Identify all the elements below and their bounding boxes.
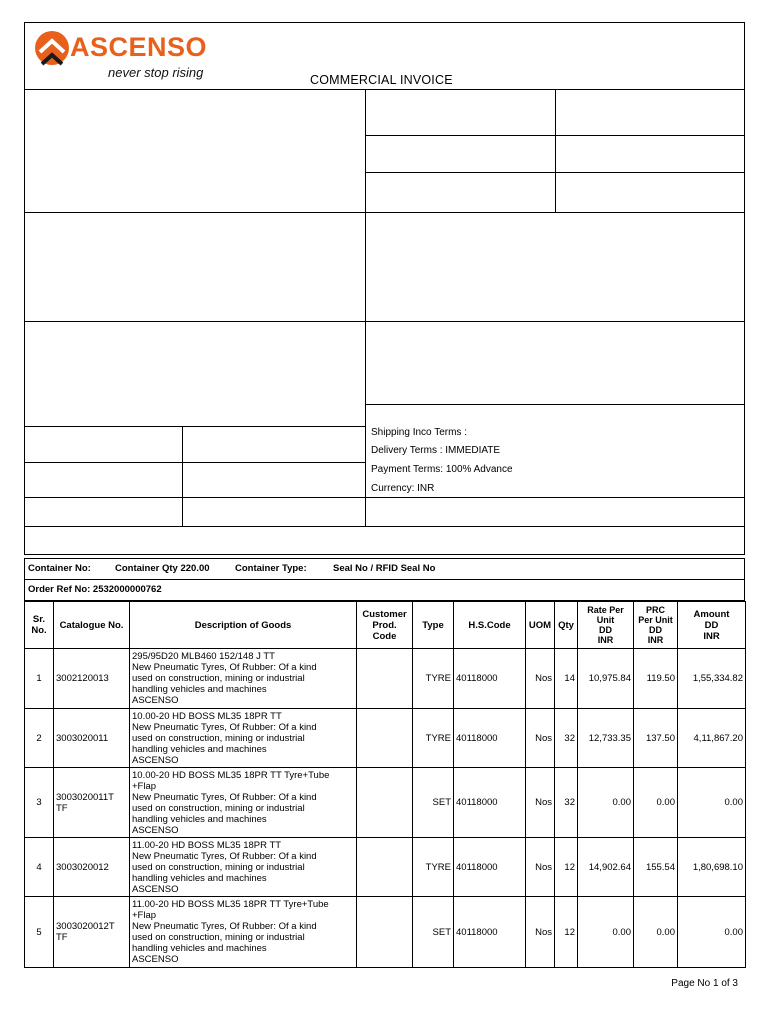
cell-uom: Nos <box>526 709 555 768</box>
cell-customer-code <box>357 897 413 968</box>
cell-prc: 119.50 <box>634 649 678 709</box>
order-ref-strip <box>24 579 745 601</box>
table-header-row <box>25 602 746 649</box>
cell-type: TYRE <box>413 838 454 897</box>
table-row <box>25 838 746 897</box>
col-rate: Rate Per Unit DD INR <box>578 602 634 649</box>
cell-type: TYRE <box>413 709 454 768</box>
order-ref-no: Order Ref No: 2532000000762 <box>28 584 162 595</box>
cell-hs-code: 40118000 <box>454 709 526 768</box>
col-type: Type <box>413 602 454 649</box>
cell-prc: 0.00 <box>634 897 678 968</box>
cell-sr: 1 <box>25 649 54 709</box>
table-row <box>25 897 746 968</box>
cell-description: 11.00-20 HD BOSS ML35 18PR TT Tyre+Tube +Flap New Pneumatic Tyres, Of Rubber: Of a kind used on construction, mining or industrial handling vehicles and machines ASCENSO <box>130 897 357 968</box>
cell-customer-code <box>357 709 413 768</box>
cell-hs-code: 40118000 <box>454 768 526 838</box>
cell-description: 11.00-20 HD BOSS ML35 18PR TT New Pneumatic Tyres, Of Rubber: Of a kind used on construction, mining or industrial handling vehicles and machines ASCENSO <box>130 838 357 897</box>
cell-catalogue: 3003020012T TF <box>54 897 130 968</box>
cell-uom: Nos <box>526 649 555 709</box>
cell-amount: 0.00 <box>678 897 746 968</box>
cell-hs-code: 40118000 <box>454 649 526 709</box>
origin-block <box>365 321 745 405</box>
col-catalogue-no: Catalogue No. <box>54 602 130 649</box>
cell-type: SET <box>413 897 454 968</box>
cell-customer-code <box>357 768 413 838</box>
col-qty: Qty <box>555 602 578 649</box>
cell-uom: Nos <box>526 768 555 838</box>
seal-no: Seal No / RFID Seal No <box>333 563 436 574</box>
cell-rate: 0.00 <box>578 768 634 838</box>
delivery-terms: Delivery Terms : IMMEDIATE <box>371 445 501 456</box>
empty-band <box>24 526 745 555</box>
cell-type: SET <box>413 768 454 838</box>
brand-name: ASCENSO <box>70 32 208 62</box>
cell-catalogue: 3002120013 <box>54 649 130 709</box>
document-title: COMMERCIAL INVOICE <box>310 73 453 87</box>
cell-amount: 0.00 <box>678 768 746 838</box>
cell-hs-code: 40118000 <box>454 897 526 968</box>
col-prc: PRC Per Unit DD INR <box>634 602 678 649</box>
cell-sr: 5 <box>25 897 54 968</box>
col-sr-no: Sr. No. <box>25 602 54 649</box>
table-row <box>25 768 746 838</box>
cell-prc: 155.54 <box>634 838 678 897</box>
cell-description: 10.00-20 HD BOSS ML35 18PR TT New Pneumatic Tyres, Of Rubber: Of a kind used on construction, mining or industrial handling vehicles and machines ASCENSO <box>130 709 357 768</box>
currency: Currency: INR <box>371 483 435 494</box>
logo-chevron-icon <box>30 28 74 72</box>
cell-catalogue: 3003020012 <box>54 838 130 897</box>
page-number: Page No 1 of 3 <box>671 978 738 989</box>
shipping-grid <box>24 426 366 527</box>
cell-uom: Nos <box>526 897 555 968</box>
cell-rate: 14,902.64 <box>578 838 634 897</box>
col-description: Description of Goods <box>130 602 357 649</box>
consignee-block <box>24 212 366 322</box>
items-table <box>24 601 746 968</box>
cell-qty: 12 <box>555 897 578 968</box>
container-qty: Container Qty 220.00 <box>115 563 210 574</box>
brand-tagline: never stop rising <box>108 65 204 80</box>
cell-description: 10.00-20 HD BOSS ML35 18PR TT Tyre+Tube +Flap New Pneumatic Tyres, Of Rubber: Of a kind used on construction, mining or industrial handling vehicles and machines ASCENSO <box>130 768 357 838</box>
shipping-inco-terms: Shipping Inco Terms : <box>371 427 467 438</box>
cell-rate: 10,975.84 <box>578 649 634 709</box>
cell-amount: 1,80,698.10 <box>678 838 746 897</box>
cell-rate: 12,733.35 <box>578 709 634 768</box>
cell-catalogue: 3003020011T TF <box>54 768 130 838</box>
table-row <box>25 709 746 768</box>
table-row <box>25 649 746 709</box>
cell-qty: 12 <box>555 838 578 897</box>
cell-sr: 4 <box>25 838 54 897</box>
col-customer-code: Customer Prod. Code <box>357 602 413 649</box>
col-uom: UOM <box>526 602 555 649</box>
container-type: Container Type: <box>235 563 307 574</box>
container-no: Container No: <box>28 563 91 574</box>
col-amount: Amount DD INR <box>678 602 746 649</box>
col-hs-code: H.S.Code <box>454 602 526 649</box>
cell-customer-code <box>357 649 413 709</box>
payment-terms: Payment Terms: 100% Advance <box>371 464 513 475</box>
cell-prc: 0.00 <box>634 768 678 838</box>
cell-hs-code: 40118000 <box>454 838 526 897</box>
cell-sr: 3 <box>25 768 54 838</box>
cell-description: 295/95D20 MLB460 152/148 J TT New Pneumatic Tyres, Of Rubber: Of a kind used on construction, mining or industrial handling vehicles and machines ASCENSO <box>130 649 357 709</box>
cell-type: TYRE <box>413 649 454 709</box>
cell-qty: 14 <box>555 649 578 709</box>
cell-amount: 1,55,334.82 <box>678 649 746 709</box>
terms-extra-block <box>365 497 745 527</box>
cell-sr: 2 <box>25 709 54 768</box>
container-strip <box>24 558 745 580</box>
cell-qty: 32 <box>555 709 578 768</box>
buyer-block <box>365 212 745 322</box>
cell-customer-code <box>357 838 413 897</box>
cell-qty: 32 <box>555 768 578 838</box>
cell-rate: 0.00 <box>578 897 634 968</box>
cell-uom: Nos <box>526 838 555 897</box>
notify-block <box>24 321 366 427</box>
cell-catalogue: 3003020011 <box>54 709 130 768</box>
exporter-block <box>24 89 366 213</box>
cell-amount: 4,11,867.20 <box>678 709 746 768</box>
cell-prc: 137.50 <box>634 709 678 768</box>
